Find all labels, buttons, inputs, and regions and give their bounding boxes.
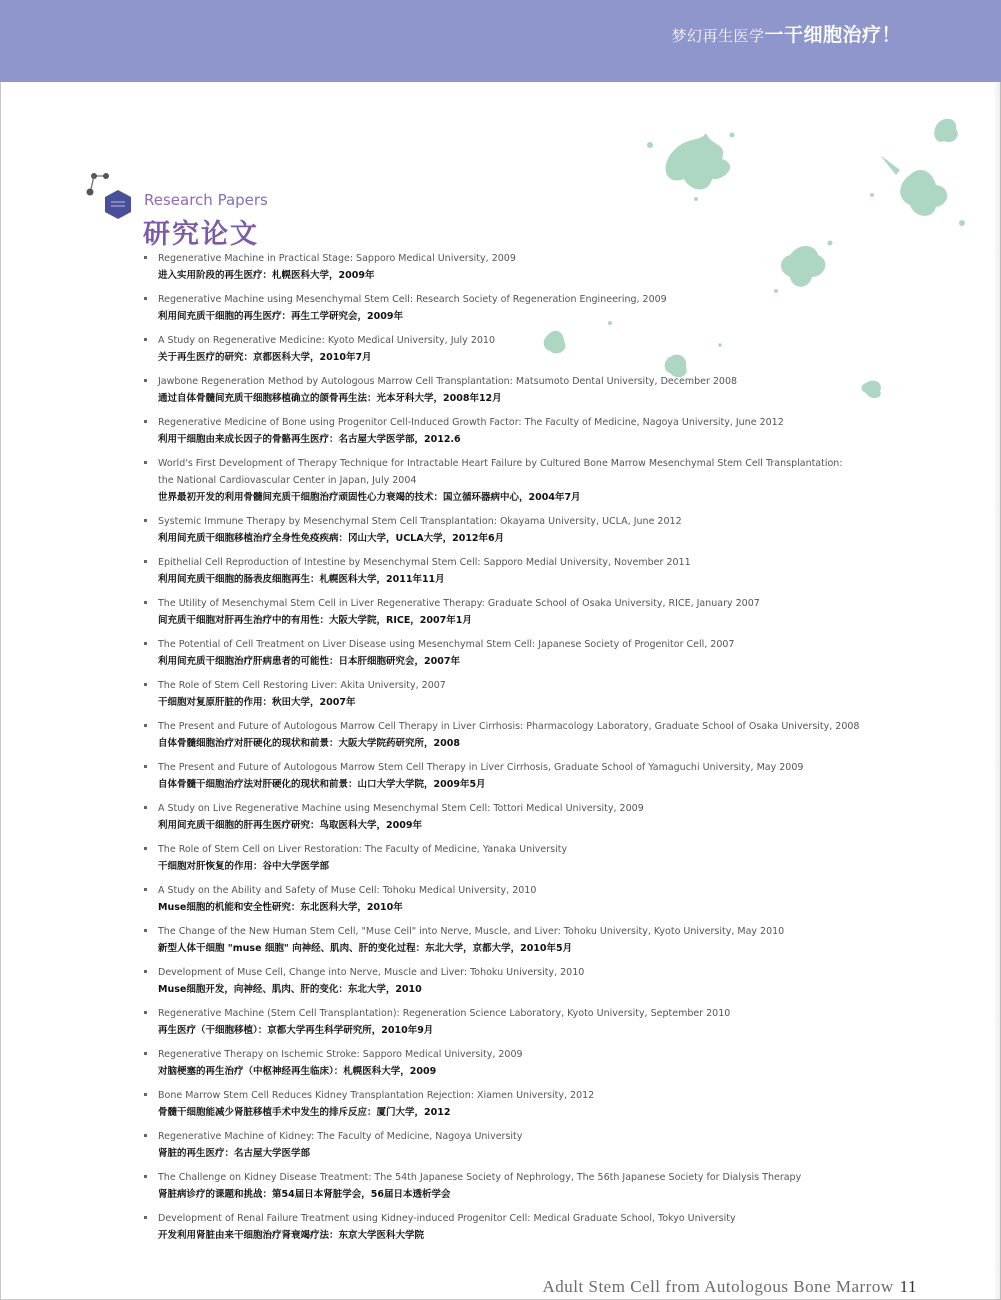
paper-item — [144, 718, 860, 752]
paper-title-en: The Present and Future of Autologous Marrow Cell Therapy in Liver Cirrhosis: Pharmacology Laboratory, Graduate School of Osaka University, 2008 — [158, 721, 860, 732]
paper-title-en: The Potential of Cell Treatment on Liver Disease using Mesenchymal Stem Cell: Japanese Society of Progenitor Cell, 2007 — [158, 639, 735, 650]
section-title-zh: 研究论文 — [143, 219, 259, 250]
bullet-icon — [144, 560, 147, 563]
paper-item — [144, 1128, 844, 1162]
bullet-icon — [144, 847, 147, 850]
paper-title-en: The Role of Stem Cell Restoring Liver: Akita University, 2007 — [158, 680, 446, 691]
paper-title-zh: Muse细胞的机能和安全性研究：东北医科大学，2010年 — [158, 902, 403, 913]
paper-title-zh: Muse细胞开发，向神经、肌肉、肝的变化：东北大学，2010 — [158, 984, 422, 995]
bullet-icon — [144, 1216, 147, 1219]
bullet-icon — [144, 1134, 147, 1137]
paper-title-en: The Role of Stem Cell on Liver Restoration: The Faculty of Medicine, Yanaka University — [158, 844, 568, 855]
paper-item — [144, 964, 844, 998]
paper-title-zh: 利用间充质干细胞的肠表皮细胞再生：札幌医科大学，2011年11月 — [158, 574, 445, 585]
paper-item — [144, 332, 844, 366]
bullet-icon — [144, 1052, 147, 1055]
bullet-icon — [144, 929, 147, 932]
paper-title-zh: 干细胞对复原肝脏的作用：秋田大学，2007年 — [158, 697, 356, 708]
paper-title-zh: 新型人体干细胞 "muse 细胞" 向神经、肌肉、肝的变化过程：东北大学，京都大学，2010年5月 — [158, 943, 573, 954]
paper-title-zh: 通过自体骨髓间充质干细胞移植确立的颌骨再生法：光本牙科大学，2008年12月 — [158, 393, 502, 404]
paper-item — [144, 800, 844, 834]
bullet-icon — [144, 338, 147, 341]
paper-title-zh: 自体骨髓干细胞治疗法对肝硬化的现状和前景：山口大学大学院，2009年5月 — [158, 779, 486, 790]
paper-title-en: Regenerative Therapy on Ischemic Stroke: Sapporo Medical University, 2009 — [158, 1049, 523, 1060]
paper-item — [144, 1087, 844, 1121]
paper-title-en: The Challenge on Kidney Disease Treatment: The 54th Japanese Society of Nephrology, The 56th Japanese Society for Dialysis Therapy — [158, 1172, 802, 1183]
paper-title-en: Regenerative Machine in Practical Stage: Sapporo Medical University, 2009 — [158, 253, 516, 264]
paper-title-zh: 自体骨髓细胞治疗对肝硬化的现状和前景：大阪大学院药研究所，2008 — [158, 738, 460, 749]
bullet-icon — [144, 970, 147, 973]
paper-title-zh: 对脑梗塞的再生治疗（中枢神经再生临床）：札幌医科大学，2009 — [158, 1066, 437, 1077]
header-band — [0, 0, 1001, 82]
paper-title-en: Regenerative Machine using Mesenchymal Stem Cell: Research Society of Regeneration Engineering, 2009 — [158, 294, 667, 305]
paper-item — [144, 759, 844, 793]
bullet-icon — [144, 461, 147, 464]
header-title-big: 一干细胞治疗！ — [764, 24, 901, 46]
paper-item — [144, 513, 844, 547]
paper-title-en: Regenerative Medicine of Bone using Progenitor Cell-Induced Growth Factor: The Faculty of Medicine, Nagoya University, June 2012 — [158, 417, 784, 428]
paper-item — [144, 1169, 844, 1203]
bullet-icon — [144, 519, 147, 522]
bullet-icon — [144, 256, 147, 259]
paper-title-zh: 再生医疗（干细胞移植）：京都大学再生科学研究所，2010年9月 — [158, 1025, 434, 1036]
paper-item — [144, 554, 844, 588]
paper-title-zh: 进入实用阶段的再生医疗：札幌医科大学，2009年 — [158, 270, 375, 281]
paper-item — [144, 291, 844, 325]
bullet-icon — [144, 888, 147, 891]
footer-title: Adult Stem Cell from Autologous Bone Marrow — [542, 1277, 894, 1296]
paper-title-en: The Utility of Mesenchymal Stem Cell in Liver Regenerative Therapy: Graduate School of Osaka University, RICE, January 2007 — [158, 598, 760, 609]
paper-item — [144, 1210, 844, 1244]
paper-item — [144, 923, 844, 957]
paper-title-zh: 利用间充质干细胞的肝再生医疗研究：鸟取医科大学，2009年 — [158, 820, 422, 831]
bullet-icon — [144, 724, 147, 727]
paper-title-en: Epithelial Cell Reproduction of Intestine by Mesenchymal Stem Cell: Sapporo Medial University, November 2011 — [158, 557, 691, 568]
paper-title-en: World's First Development of Therapy Technique for Intractable Heart Failure by Cultured Bone Marrow Mesenchymal Stem Cell Transplantation: — [158, 458, 843, 469]
paper-item — [144, 1046, 844, 1080]
paper-title-en: Regenerative Machine (Stem Cell Transplantation): Regeneration Science Laboratory, Kyoto University, September 2010 — [158, 1008, 731, 1019]
paper-item — [144, 373, 844, 407]
paper-title-en: Systemic Immune Therapy by Mesenchymal Stem Cell Transplantation: Okayama University, UCLA, June 2012 — [158, 516, 682, 527]
paper-title-en: A Study on Live Regenerative Machine using Mesenchymal Stem Cell: Tottori Medical University, 2009 — [158, 803, 644, 814]
paper-title-zh: 世界最初开发的利用骨髓间充质干细胞治疗顽固性心力衰竭的技术：国立循环器病中心，2004年7月 — [158, 492, 581, 503]
paper-title-zh: 关于再生医疗的研究：京都医科大学，2010年7月 — [158, 352, 372, 363]
bullet-icon — [144, 1175, 147, 1178]
paper-title-zh: 利用间充质干细胞移植治疗全身性免疫疾病：冈山大学，UCLA大学，2012年6月 — [158, 533, 505, 544]
paper-item — [144, 677, 844, 711]
bullet-icon — [144, 379, 147, 382]
paper-item — [144, 595, 844, 629]
paper-item — [144, 841, 844, 875]
paper-item — [144, 250, 844, 284]
header-title — [671, 20, 901, 47]
paper-item — [144, 1005, 844, 1039]
paper-title-en: Regenerative Machine of Kidney: The Faculty of Medicine, Nagoya University — [158, 1131, 523, 1142]
page-number: 11 — [899, 1277, 917, 1296]
bullet-icon — [144, 297, 147, 300]
paper-title-zh: 肾脏的再生医疗：名古屋大学医学部 — [158, 1148, 311, 1159]
paper-title-zh: 利用间充质干细胞治疗肝病患者的可能性：日本肝细胞研究会，2007年 — [158, 656, 460, 667]
paper-title-en: Jawbone Regeneration Method by Autologous Marrow Cell Transplantation: Matsumoto Dental University, December 2008 — [158, 376, 738, 387]
paper-title-zh: 利用干细胞由来成长因子的骨骼再生医疗：名古屋大学医学部，2012.6 — [158, 434, 461, 445]
bullet-icon — [144, 1011, 147, 1014]
paper-title-en-continued: the National Cardiovascular Center in Japan, July 2004 — [158, 475, 417, 486]
paper-title-en: The Present and Future of Autologous Marrow Stem Cell Therapy in Liver Cirrhosis, Graduate School of Yamaguchi University, May 2009 — [158, 762, 804, 773]
paper-title-zh: 骨髓干细胞能减少肾脏移植手术中发生的排斥反应：厦门大学，2012 — [158, 1107, 451, 1118]
paper-title-zh: 干细胞对肝恢复的作用：谷中大学医学部 — [158, 861, 330, 872]
paper-title-zh: 利用间充质干细胞的再生医疗：再生工学研究会，2009年 — [158, 311, 403, 322]
paper-title-en: A Study on the Ability and Safety of Muse Cell: Tohoku Medical University, 2010 — [158, 885, 537, 896]
paper-item — [144, 414, 844, 448]
bullet-icon — [144, 601, 147, 604]
paper-title-en: Development of Muse Cell, Change into Nerve, Muscle and Liver: Tohoku University, 2010 — [158, 967, 585, 978]
paper-item — [144, 636, 844, 670]
research-logo-icon — [82, 168, 142, 228]
bullet-icon — [144, 683, 147, 686]
bullet-icon — [144, 420, 147, 423]
paper-title-zh: 肾脏病诊疗的课题和挑战：第54届日本肾脏学会，56届日本透析学会 — [158, 1189, 451, 1200]
bullet-icon — [144, 765, 147, 768]
paper-title-en: Development of Renal Failure Treatment using Kidney-induced Progenitor Cell: Medical Graduate School, Tokyo University — [158, 1213, 736, 1224]
paper-title-zh: 开发利用肾脏由来干细胞治疗肾衰竭疗法：东京大学医科大学院 — [158, 1230, 425, 1241]
paper-item — [144, 882, 844, 916]
paper-item — [144, 455, 844, 506]
section-title-en: Research Papers — [144, 191, 268, 209]
paper-title-zh: 间充质干细胞对肝再生治疗中的有用性：大阪大学院，RICE，2007年1月 — [158, 615, 472, 626]
bullet-icon — [144, 806, 147, 809]
paper-title-en: Bone Marrow Stem Cell Reduces Kidney Transplantation Rejection: Xiamen University, 2012 — [158, 1090, 595, 1101]
bullet-icon — [144, 1093, 147, 1096]
header-title-small: 梦幻再生医学 — [671, 27, 765, 45]
research-papers-list — [144, 250, 860, 1251]
paper-title-en: A Study on Regenerative Medicine: Kyoto Medical University, July 2010 — [158, 335, 496, 346]
bullet-icon — [144, 642, 147, 645]
footer — [543, 1277, 917, 1297]
paper-title-en: The Change of the New Human Stem Cell, "Muse Cell" into Nerve, Muscle, and Liver: Tohoku University, Kyoto University, May 2010 — [158, 926, 785, 937]
